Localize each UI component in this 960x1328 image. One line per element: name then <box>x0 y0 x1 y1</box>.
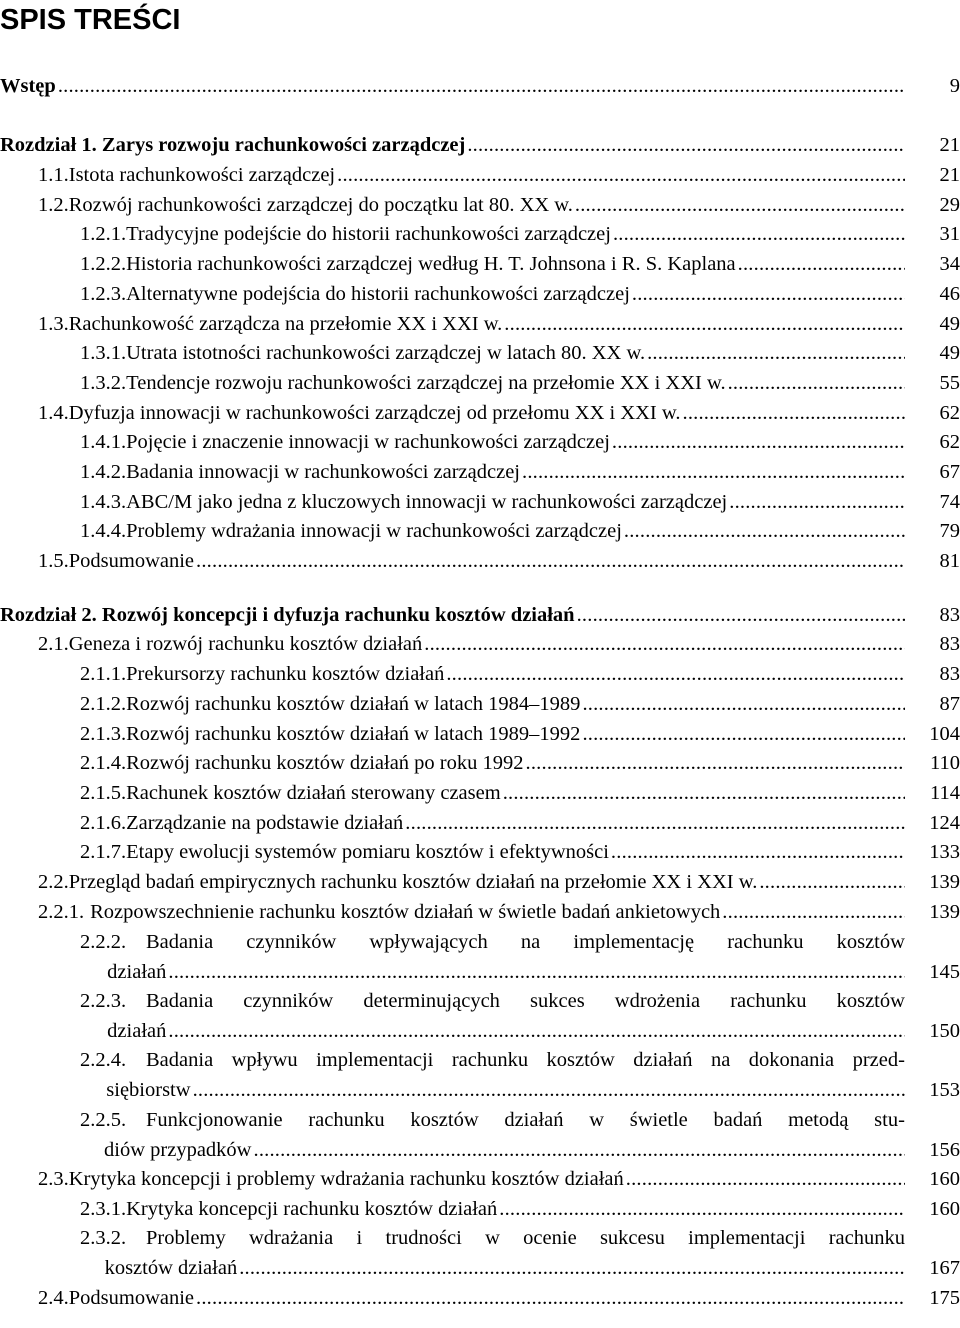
dot-leader <box>582 690 905 720</box>
toc-page-number: 79 <box>939 520 960 542</box>
toc-entry-number: 1.4.1. <box>80 431 127 453</box>
toc-entry-title: Rozdział 2. Rozwój koncepcji i dyfuzja rachunku kosztów działań <box>0 604 575 626</box>
toc-entry-number: 2.1.4. <box>80 752 127 774</box>
dot-leader <box>526 749 905 779</box>
dot-leader <box>168 958 905 988</box>
dot-leader <box>582 720 905 750</box>
toc-entry-title: Zarządzanie na podstawie działań <box>126 812 404 834</box>
toc-entry <box>0 1106 960 1165</box>
toc-entry <box>0 72 960 102</box>
toc-page-number: 62 <box>939 431 960 453</box>
toc-entry-number: 1.2.2. <box>80 253 127 275</box>
toc-page-number: 124 <box>929 812 960 834</box>
toc-entry-title: działań <box>107 1019 167 1042</box>
toc-page-number: 29 <box>939 194 960 216</box>
toc-entry-title: Tendencje rozwoju rachunkowości zarządczej na przełomie XX i XXI w. <box>126 372 726 394</box>
toc-entry-number: 2.1.6. <box>80 812 127 834</box>
toc-entry-title: Problemy wdrażania i trudności w ocenie sukcesu implementacji rachunku <box>146 1227 905 1249</box>
toc-entry-title: Rozpowszechnienie rachunku kosztów działań w świetle badań ankietowych <box>90 901 721 923</box>
toc-entry-title: Rozwój rachunku kosztów działań po roku 1992 <box>126 752 524 774</box>
toc-page-number: 160 <box>929 1168 960 1190</box>
dot-leader <box>683 399 906 429</box>
toc-entry <box>0 838 960 868</box>
toc-page-number: 153 <box>929 1078 960 1101</box>
toc-page-number: 9 <box>949 75 960 97</box>
toc-entry <box>0 630 960 660</box>
toc-entry-number: 2.3.1. <box>80 1198 127 1220</box>
toc-page-number: 46 <box>939 283 960 305</box>
dot-leader <box>58 72 905 102</box>
toc-entry-title: Podsumowanie <box>68 1287 195 1309</box>
dot-leader <box>624 517 905 547</box>
toc-entry-title: Etapy ewolucji systemów pomiaru kosztów i efektywności <box>126 841 609 863</box>
toc-page-number: 83 <box>939 604 960 626</box>
toc-entry-number: 1.3. <box>38 313 69 335</box>
toc-entry <box>0 547 960 577</box>
toc-page-number: 67 <box>939 461 960 483</box>
toc-entry-title: Utrata istotności rachunkowości zarządczej w latach 80. XX w. <box>126 342 646 364</box>
toc-page-number: 133 <box>929 841 960 863</box>
toc-entry-number: 1.4. <box>38 402 69 424</box>
toc-entry-number: 1.5. <box>38 550 69 572</box>
toc-entry <box>0 517 960 547</box>
dot-leader <box>647 339 905 369</box>
toc-page-number: 156 <box>929 1138 960 1161</box>
toc-entry <box>0 601 960 631</box>
toc-entry-number: 2.1.5. <box>80 782 127 804</box>
toc-page-number: 21 <box>939 134 960 156</box>
dot-leader <box>254 1136 906 1166</box>
toc-entry-number: 1.2.1. <box>80 223 127 245</box>
toc-entry <box>0 399 960 429</box>
toc-page-number: 83 <box>939 663 960 685</box>
dot-leader <box>405 809 905 839</box>
toc-page-number: 139 <box>929 901 960 923</box>
toc-entry-number: 2.3.2. <box>80 1227 127 1249</box>
dot-leader <box>612 428 905 458</box>
toc-entry <box>0 488 960 518</box>
toc-entry-title: Rozwój rachunku kosztów działań w latach 1984–1989 <box>126 693 581 715</box>
dot-leader <box>446 660 905 690</box>
toc-page-number: 139 <box>929 871 960 893</box>
toc-entry <box>0 161 960 191</box>
toc-entry-number: 1.4.4. <box>80 520 127 542</box>
toc-entry-number: 2.1.7. <box>80 841 127 863</box>
toc-page-number: 83 <box>939 633 960 655</box>
toc-entry-number: 2.1.2. <box>80 693 127 715</box>
toc-entry <box>0 1284 960 1314</box>
dot-leader <box>467 131 905 161</box>
toc-entry-title: kosztów działań <box>104 1256 238 1279</box>
dot-leader <box>632 280 905 310</box>
dot-leader <box>738 250 905 280</box>
toc-entry-title: Problemy wdrażania innowacji w rachunkowości zarządczej <box>126 520 622 542</box>
toc-entry <box>0 690 960 720</box>
toc-page-number: 175 <box>929 1287 960 1309</box>
toc-entry-title: Badania czynników determinujących sukces wdrożenia rachunku kosztów <box>146 990 905 1012</box>
dot-leader <box>196 547 905 577</box>
toc-entry <box>0 458 960 488</box>
dot-leader <box>729 488 905 518</box>
toc-entry-number: 1.4.3. <box>80 491 127 513</box>
toc-page-number: 34 <box>939 253 960 275</box>
toc-entry <box>0 131 960 161</box>
toc-entry <box>0 1224 960 1283</box>
toc-entry-title: Badania czynników wpływających na implementację rachunku kosztów <box>146 931 905 953</box>
dot-leader <box>193 1076 905 1106</box>
toc-page-number: 55 <box>939 372 960 394</box>
toc-page-number: 87 <box>939 693 960 715</box>
toc-entry <box>0 280 960 310</box>
dot-leader <box>613 220 905 250</box>
toc-entry <box>0 339 960 369</box>
toc-page-number: 49 <box>939 313 960 335</box>
dot-leader <box>424 630 905 660</box>
toc-page-number: 114 <box>930 782 960 804</box>
toc-entry-title: diów przypadków <box>104 1138 252 1161</box>
toc-entry <box>0 809 960 839</box>
toc-entry <box>0 660 960 690</box>
toc-entry-number: 2.2.1. <box>38 901 85 923</box>
toc-page-number: 150 <box>929 1019 960 1042</box>
toc-entry <box>0 779 960 809</box>
toc-entry-title: Badania wpływu implementacji rachunku kosztów działań na dokonania przed- <box>146 1049 905 1071</box>
toc-entry-title: Prekursorzy rachunku kosztów działań <box>126 663 445 685</box>
toc-entry-title: Tradycyjne podejście do historii rachunkowości zarządczej <box>126 223 611 245</box>
dot-leader <box>337 161 905 191</box>
toc-page-number: 62 <box>939 402 960 424</box>
dot-leader <box>575 191 905 221</box>
toc-entry-title: Badania innowacji w rachunkowości zarządczej <box>126 461 520 483</box>
toc-entry-title: ABC/M jako jedna z kluczowych innowacji w rachunkowości zarządczej <box>126 491 728 513</box>
dot-leader <box>499 1195 905 1225</box>
toc-entry-number: 2.3. <box>38 1168 69 1190</box>
toc-entry-number: 1.4.2. <box>80 461 127 483</box>
toc-entry <box>0 749 960 779</box>
toc-entry-number: 2.4. <box>38 1287 69 1309</box>
dot-leader <box>503 779 905 809</box>
toc-entry <box>0 428 960 458</box>
toc-entry <box>0 1165 960 1195</box>
toc-page-number: 104 <box>929 723 960 745</box>
toc-entry-number: 2.1.1. <box>80 663 127 685</box>
toc-entry-number: 1.3.1. <box>80 342 127 364</box>
toc-entry-number: 2.2. <box>38 871 69 893</box>
toc-entry <box>0 250 960 280</box>
toc-entry-title: Istota rachunkowości zarządczej <box>68 164 336 186</box>
dot-leader <box>728 369 905 399</box>
toc-entry <box>0 720 960 750</box>
toc-entry <box>0 868 960 898</box>
dot-leader <box>196 1284 905 1314</box>
toc-entry-title: Rachunkowość zarządcza na przełomie XX i XXI w. <box>68 313 503 335</box>
toc-entry-number: 1.2.3. <box>80 283 127 305</box>
toc-entry-number: 2.2.5. <box>80 1109 127 1131</box>
toc-entry-title: siębiorstw <box>106 1078 191 1101</box>
toc-page-number: 74 <box>939 491 960 513</box>
toc-entry-title: Rozdział 1. Zarys rozwoju rachunkowości zarządczej <box>0 134 466 156</box>
toc-page-number: 21 <box>939 164 960 186</box>
toc-entry-number: 2.2.2. <box>80 931 127 953</box>
toc-entry-number: 2.2.4. <box>80 1049 127 1071</box>
toc-entry-title: Historia rachunkowości zarządczej według H. T. Johnsona i R. S. Kaplana <box>126 253 736 275</box>
toc-entry-title: Krytyka koncepcji rachunku kosztów działań <box>126 1198 498 1220</box>
toc-page-number: 31 <box>939 223 960 245</box>
toc-entry <box>0 1046 960 1105</box>
dot-leader <box>611 838 905 868</box>
dot-leader <box>522 458 905 488</box>
toc-entry-title: Pojęcie i znaczenie innowacji w rachunkowości zarządczej <box>126 431 610 453</box>
toc-entry <box>0 1195 960 1225</box>
toc-entry-title: Dyfuzja innowacji w rachunkowości zarządczej od przełomu XX i XXI w. <box>68 402 681 424</box>
toc-entry <box>0 928 960 987</box>
toc-entry-title: Rachunek kosztów działań sterowany czasem <box>126 782 501 804</box>
toc-entry-number: 1.1. <box>38 164 69 186</box>
toc-entry-title: Podsumowanie <box>68 550 195 572</box>
toc-entry-title: Przegląd badań empirycznych rachunku kosztów działań na przełomie XX i XXI w. <box>68 871 758 893</box>
toc-page-number: 145 <box>929 960 960 983</box>
toc-entry-number: 1.3.2. <box>80 372 127 394</box>
toc-entry-number: 2.1. <box>38 633 69 655</box>
toc-entry-number: 2.1.3. <box>80 723 127 745</box>
toc-entry-number: 2.2.3. <box>80 990 127 1012</box>
toc-entry-title: Alternatywne podejścia do historii rachunkowości zarządczej <box>126 283 630 305</box>
toc-page-number: 160 <box>929 1198 960 1220</box>
page-title: SPIS TREŚCI <box>0 4 181 36</box>
toc-entry <box>0 898 960 928</box>
toc-page-number: 167 <box>929 1256 960 1279</box>
toc-entry-title: Geneza i rozwój rachunku kosztów działań <box>68 633 423 655</box>
dot-leader <box>239 1254 905 1284</box>
toc-entry <box>0 987 960 1046</box>
dot-leader <box>504 310 905 340</box>
toc-entry-title: Krytyka koncepcji i problemy wdrażania rachunku kosztów działań <box>68 1168 624 1190</box>
toc-entry-title: Rozwój rachunkowości zarządczej do początku lat 80. XX w. <box>68 194 573 216</box>
toc-page-number: 81 <box>939 550 960 572</box>
toc-page-number: 110 <box>930 752 960 774</box>
toc-page-number: 49 <box>939 342 960 364</box>
toc-entry <box>0 220 960 250</box>
toc-entry <box>0 369 960 399</box>
toc-entry <box>0 310 960 340</box>
dot-leader <box>168 1017 905 1047</box>
toc-entry-title: działań <box>107 960 167 983</box>
dot-leader <box>577 601 905 631</box>
dot-leader <box>722 898 905 928</box>
toc-entry <box>0 191 960 221</box>
toc-entry-title: Rozwój rachunku kosztów działań w latach 1989–1992 <box>126 723 581 745</box>
dot-leader <box>626 1165 905 1195</box>
toc-entry-title: Funkcjonowanie rachunku kosztów działań w świetle badań metodą stu- <box>146 1109 905 1131</box>
toc-entry-title: Wstęp <box>0 75 56 97</box>
toc-entry-number: 1.2. <box>38 194 69 216</box>
dot-leader <box>759 868 905 898</box>
